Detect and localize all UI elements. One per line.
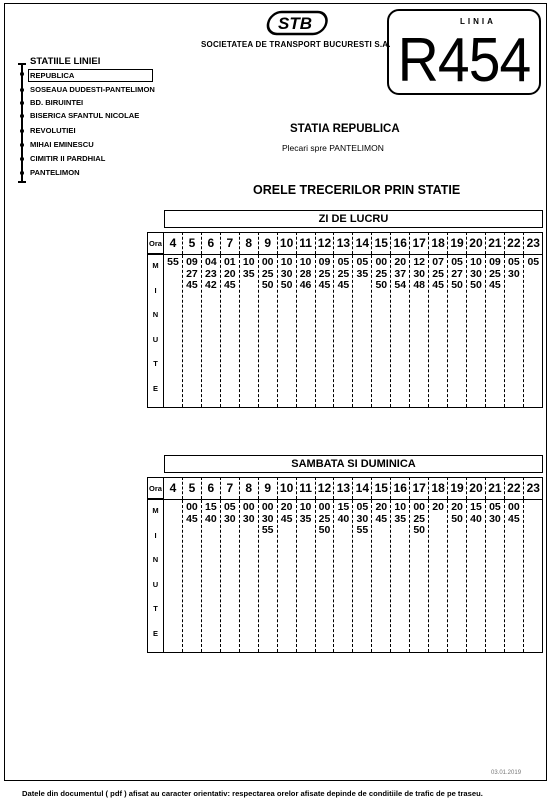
minute-value: 05 [508, 256, 520, 268]
minute-value: 55 [167, 256, 179, 268]
hour-cell: 16 [391, 232, 410, 254]
minutes-letter: M [152, 261, 159, 270]
minute-value: 45 [375, 512, 388, 525]
minute-value: 30 [356, 512, 369, 525]
hour-cell: 5 [183, 477, 202, 499]
minute-value: 54 [394, 279, 407, 291]
minute-value: 05 [356, 501, 369, 513]
minute-value: 30 [261, 512, 274, 525]
station-marker [20, 88, 24, 92]
minute-value: 04 [205, 256, 217, 268]
minute-value: 20 [375, 501, 388, 513]
hour-cell: 18 [429, 477, 448, 499]
minute-value: 45 [337, 279, 350, 291]
minutes-column [353, 500, 372, 652]
minute-value: 05 [527, 256, 540, 268]
minute-value: 30 [280, 267, 293, 280]
hour-cell: 23 [526, 236, 540, 250]
minute-value: 00 [508, 501, 520, 513]
print-date: 03.01.2019 [491, 770, 522, 776]
minutes-column [448, 255, 467, 407]
minutes-column [372, 255, 391, 407]
hour-cell: 10 [278, 232, 297, 254]
minutes-column [221, 500, 240, 652]
hour-cell: 4 [164, 477, 183, 499]
minutes-letter: E [152, 383, 158, 393]
weekend-title: SAMBATA SI DUMINICA [164, 455, 543, 473]
station-item: BD. BIRUINTEI [30, 98, 84, 107]
minute-value: 48 [413, 279, 425, 291]
minute-value: 45 [186, 512, 198, 525]
minute-value: 55 [356, 524, 369, 536]
hour-cell: 17 [410, 232, 429, 254]
minutes-letter: U [152, 579, 159, 589]
route-end-bar [18, 181, 26, 183]
minute-value: 25 [337, 267, 350, 280]
minutes-column [505, 500, 524, 652]
minute-value: 25 [432, 267, 444, 280]
minutes-column [183, 500, 202, 652]
minutes-letter: T [153, 604, 158, 613]
minute-value: 50 [470, 279, 482, 291]
minute-value: 00 [261, 256, 274, 268]
minute-value: 10 [299, 501, 312, 513]
minute-value: 45 [318, 279, 331, 291]
hour-cell: 17 [410, 477, 429, 499]
minute-value: 46 [299, 279, 312, 291]
hour-cell: 15 [372, 477, 391, 499]
minute-value: 00 [261, 501, 274, 513]
station-item: CIMITIR II PARDHIAL [30, 154, 106, 163]
hour-cell: 14 [353, 477, 372, 499]
minute-value: 10 [394, 501, 407, 513]
minute-value: 00 [318, 501, 331, 513]
minute-value: 25 [375, 267, 388, 280]
station-item: BISERICA SFANTUL NICOLAE [30, 111, 140, 120]
minute-value: 55 [261, 524, 274, 536]
minutes-letter: N [152, 555, 159, 564]
minutes-column [221, 255, 240, 407]
minutes-column [448, 500, 467, 652]
station-marker [20, 114, 24, 118]
hour-label: Ora [147, 477, 164, 499]
line-number-box [387, 9, 541, 95]
minutes-column [334, 500, 353, 652]
route-start-bar [18, 63, 26, 65]
minutes-letter: I [154, 285, 157, 295]
minute-value: 05 [223, 501, 236, 513]
minute-value: 45 [280, 512, 293, 525]
line-number: R454 [397, 26, 531, 95]
minutes-column [240, 255, 259, 407]
minute-value: 37 [394, 267, 407, 280]
minute-value: 40 [470, 512, 482, 525]
minute-value: 45 [489, 279, 501, 291]
minutes-column [467, 500, 486, 652]
minutes-column [353, 255, 372, 407]
minute-value: 45 [508, 512, 520, 525]
minutes-column [486, 255, 505, 407]
minutes-column [429, 255, 448, 407]
minute-value: 30 [413, 267, 425, 280]
minute-value: 15 [470, 501, 482, 513]
minutes-column [391, 500, 410, 652]
schedule-title: ORELE TRECERILOR PRIN STATIE [253, 183, 461, 197]
minute-value: 05 [337, 256, 350, 268]
minutes-column [467, 255, 486, 407]
minute-value: 40 [205, 512, 217, 525]
minute-value: 20 [394, 256, 407, 268]
minute-value: 00 [375, 256, 388, 268]
minutes-column [524, 500, 543, 652]
minutes-column [429, 500, 448, 652]
stop-direction: Plecari spre PANTELIMON [282, 143, 384, 153]
minute-value: 25 [318, 267, 331, 280]
minutes-column [164, 500, 183, 652]
hour-cell: 7 [221, 477, 240, 499]
station-item: MIHAI EMINESCU [30, 140, 94, 149]
minute-value: 30 [489, 512, 501, 525]
minute-value: 05 [451, 256, 463, 268]
minutes-column [486, 500, 505, 652]
minute-value: 50 [451, 279, 463, 291]
weekday-title: ZI DE LUCRU [164, 210, 543, 228]
hour-cell: 20 [467, 232, 486, 254]
hour-cell: 8 [240, 477, 259, 499]
hour-cell: 20 [467, 477, 486, 499]
minute-value: 10 [470, 256, 482, 268]
minute-value: 35 [242, 267, 255, 280]
company-name: SOCIETATEA DE TRANSPORT BUCURESTI S.A. [201, 40, 391, 49]
hour-cell: 6 [202, 477, 221, 499]
station-marker [20, 143, 24, 147]
minute-value: 45 [186, 279, 198, 291]
hour-cell: 13 [334, 232, 353, 254]
minutes-column [278, 255, 297, 407]
minutes-label [147, 499, 164, 653]
minute-value: 30 [470, 267, 482, 280]
stop-title: STATIA REPUBLICA [290, 123, 400, 135]
minute-value: 20 [280, 501, 293, 513]
hour-cell: 22 [505, 232, 524, 254]
hour-cell: 12 [316, 232, 335, 254]
hour-cell: 5 [183, 232, 202, 254]
minute-value: 50 [261, 279, 274, 291]
hour-cell: 11 [297, 477, 316, 499]
minute-value: 27 [451, 267, 463, 280]
minutes-letter: E [152, 628, 158, 638]
minutes-column [164, 255, 183, 407]
svg-text:STB: STB [278, 14, 312, 33]
minute-value: 30 [508, 267, 520, 280]
minute-value: 00 [186, 501, 198, 513]
minute-value: 35 [356, 267, 369, 280]
hour-cell: 9 [259, 232, 278, 254]
minute-value: 12 [413, 256, 425, 268]
station-marker [20, 171, 24, 175]
minutes-label [147, 254, 164, 408]
station-marker [20, 101, 24, 105]
hour-cell: 19 [448, 477, 467, 499]
minute-value: 42 [205, 279, 217, 291]
minutes-column [297, 255, 316, 407]
hour-cell: 6 [202, 232, 221, 254]
minute-value: 50 [375, 279, 388, 291]
minute-value: 10 [280, 256, 293, 268]
minutes-column [410, 500, 429, 652]
minute-value: 10 [242, 256, 255, 268]
minutes-column [278, 500, 297, 652]
minutes-grid [164, 254, 543, 408]
station-marker [20, 72, 24, 76]
station-item: PANTELIMON [30, 168, 80, 177]
hour-cell: 15 [372, 232, 391, 254]
minute-value: 50 [318, 524, 331, 536]
minute-value: 00 [413, 501, 425, 513]
minute-value: 15 [337, 501, 350, 513]
minutes-column [316, 255, 335, 407]
station-marker [20, 157, 24, 161]
minute-value: 20 [432, 501, 444, 513]
hour-cell: 13 [334, 477, 353, 499]
minute-value: 50 [280, 279, 293, 291]
minute-value: 28 [299, 267, 312, 280]
stations-title: STATIILE LINIEI [30, 56, 101, 67]
minute-value: 20 [223, 267, 236, 280]
minute-value: 35 [394, 512, 407, 525]
minute-value: 09 [318, 256, 331, 268]
minutes-column [202, 500, 221, 652]
station-marker [20, 129, 24, 133]
line-label: LINIA [460, 17, 496, 26]
route-line [21, 64, 23, 182]
minute-value: 23 [205, 267, 217, 280]
minute-value: 15 [205, 501, 217, 513]
stb-logo [262, 10, 328, 36]
minute-value: 50 [451, 512, 463, 525]
minutes-letter: T [153, 359, 158, 368]
hours-row [164, 232, 543, 254]
hour-cell: 4 [164, 232, 183, 254]
minute-value: 10 [299, 256, 312, 268]
minutes-column [372, 500, 391, 652]
minute-value: 09 [489, 256, 501, 268]
minutes-letter: U [152, 334, 159, 344]
minutes-column [524, 255, 543, 407]
minutes-column [259, 255, 278, 407]
minutes-column [316, 500, 335, 652]
minute-value: 40 [337, 512, 350, 525]
minutes-column [183, 255, 202, 407]
hours-row [164, 477, 543, 499]
minute-value: 27 [186, 267, 198, 280]
hour-cell: 21 [486, 232, 505, 254]
minutes-letter: I [154, 530, 157, 540]
hour-cell: 11 [297, 232, 316, 254]
minutes-column [505, 255, 524, 407]
minute-value: 45 [432, 279, 444, 291]
station-item: REVOLUTIEI [30, 126, 76, 135]
minute-value: 00 [242, 501, 255, 513]
minutes-column [259, 500, 278, 652]
minute-value: 30 [242, 512, 255, 525]
hour-cell: 16 [391, 477, 410, 499]
minute-value: 25 [261, 267, 274, 280]
hour-cell: 8 [240, 232, 259, 254]
minutes-letter: M [152, 506, 159, 515]
minutes-column [334, 255, 353, 407]
minute-value: 50 [413, 524, 425, 536]
hour-cell: 14 [353, 232, 372, 254]
minutes-grid [164, 499, 543, 653]
minute-value: 01 [223, 256, 236, 268]
hour-cell: 22 [505, 477, 524, 499]
minute-value: 20 [451, 501, 463, 513]
hour-cell: 19 [448, 232, 467, 254]
minute-value: 35 [299, 512, 312, 525]
minutes-column [410, 255, 429, 407]
hour-cell: 12 [316, 477, 335, 499]
hour-label: Ora [147, 232, 164, 254]
minute-value: 25 [489, 267, 501, 280]
hour-cell: 7 [221, 232, 240, 254]
minutes-column [240, 500, 259, 652]
station-item: SOSEAUA DUDESTI-PANTELIMON [30, 85, 155, 94]
hour-cell: 21 [486, 477, 505, 499]
minutes-column [297, 500, 316, 652]
minutes-column [391, 255, 410, 407]
footer-disclaimer: Datele din documentul ( pdf ) afisat au caracter orientativ: respectarea orelor afisate depinde de conditiile de trafic de pe traseu. [22, 789, 483, 798]
hour-cell: 9 [259, 477, 278, 499]
minute-value: 30 [223, 512, 236, 525]
minute-value: 09 [186, 256, 198, 268]
minutes-column [202, 255, 221, 407]
minute-value: 05 [489, 501, 501, 513]
minute-value: 07 [432, 256, 444, 268]
minute-value: 25 [318, 512, 331, 525]
minutes-letter: N [152, 310, 159, 319]
hour-cell: 23 [526, 481, 540, 495]
hour-cell: 18 [429, 232, 448, 254]
minute-value: 05 [356, 256, 369, 268]
minute-value: 25 [413, 512, 425, 525]
hour-cell: 10 [278, 477, 297, 499]
station-item: REPUBLICA [28, 69, 153, 82]
minute-value: 45 [223, 279, 236, 291]
